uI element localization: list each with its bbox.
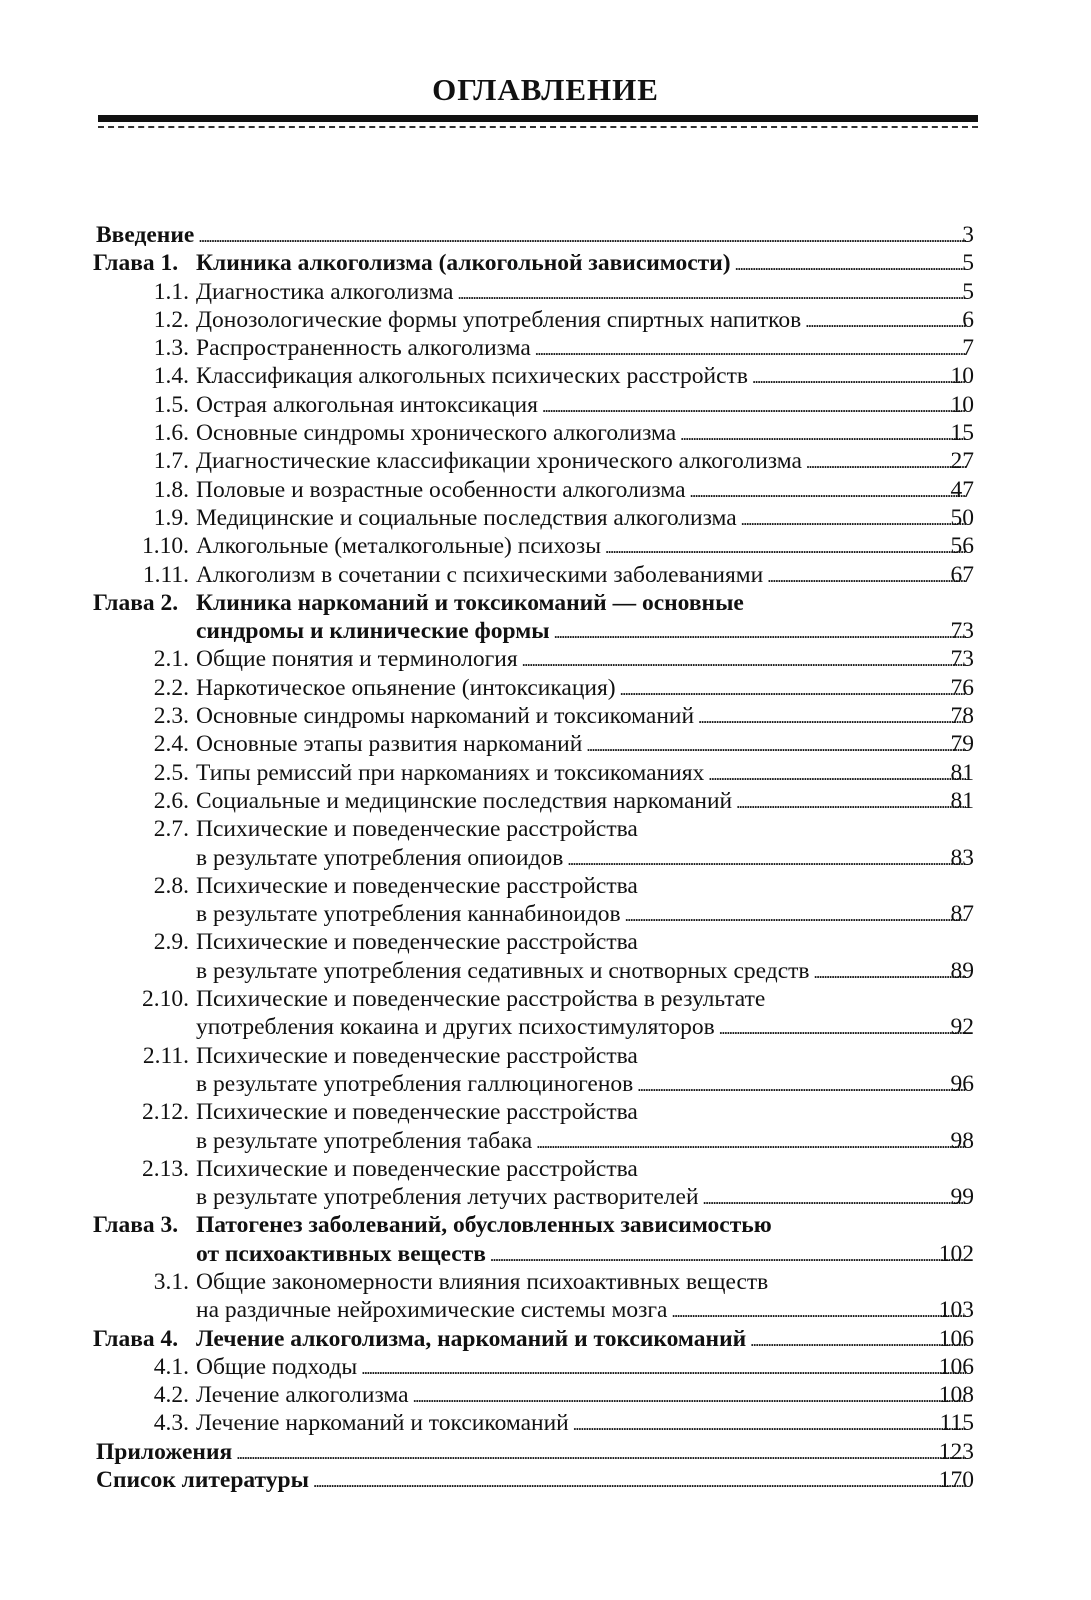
dot-leader bbox=[625, 900, 966, 930]
dot-leader bbox=[719, 1013, 966, 1043]
page-number: 170 bbox=[938, 1467, 974, 1494]
section-number: 4.2. bbox=[153, 1382, 189, 1409]
toc-entry-title: Психические и поведенческие расстройства в результате bbox=[196, 986, 766, 1013]
toc-entry-text bbox=[196, 306, 970, 336]
dot-leader bbox=[736, 787, 966, 817]
toc-entry-title: Распространенность алкоголизма bbox=[196, 335, 531, 362]
page-number: 10 bbox=[950, 363, 974, 390]
section-number: 1.2. bbox=[153, 306, 189, 333]
page-number: 73 bbox=[950, 618, 974, 645]
toc-entry bbox=[0, 1381, 1091, 1409]
toc-entry-title: Основные этапы развития наркоманий bbox=[196, 731, 583, 758]
toc-entry bbox=[0, 1042, 1091, 1070]
section-number: 2.3. bbox=[153, 703, 189, 730]
page-number: 106 bbox=[938, 1325, 974, 1352]
toc-entry-text bbox=[196, 391, 970, 421]
section-number: 1.5. bbox=[153, 391, 189, 418]
dot-leader bbox=[573, 1409, 966, 1439]
title-rule-thick bbox=[98, 115, 978, 122]
toc-entry-text bbox=[196, 1211, 970, 1239]
dot-leader bbox=[805, 306, 966, 336]
dot-leader bbox=[750, 1325, 966, 1355]
dot-leader bbox=[680, 419, 966, 449]
toc-entry-continuation bbox=[0, 900, 1091, 928]
toc-entry-title: Психические и поведенческие расстройства bbox=[196, 1042, 638, 1069]
toc-entry-title: Лечение наркоманий и токсикоманий bbox=[196, 1410, 569, 1437]
toc-entry-title: Лечение алкоголизма bbox=[196, 1382, 409, 1409]
section-number: 1.10. bbox=[142, 533, 189, 560]
toc-entry-title: Общие понятия и терминология bbox=[196, 646, 518, 673]
title-rule-dashed bbox=[98, 126, 978, 128]
toc-entry-text bbox=[196, 447, 970, 477]
dot-leader bbox=[535, 334, 966, 364]
section-number: 1.7. bbox=[153, 448, 189, 475]
toc-entry bbox=[0, 561, 1091, 589]
toc-entry-title: Острая алкогольная интоксикация bbox=[196, 391, 538, 418]
toc-entry-title: Медицинские и социальные последствия алкоголизма bbox=[196, 504, 737, 531]
toc-entry-text bbox=[196, 787, 970, 817]
toc-entry bbox=[0, 306, 1091, 334]
page-number: 10 bbox=[950, 391, 974, 418]
toc-entry-title: Донозологические формы употребления спиртных напитков bbox=[196, 306, 802, 333]
toc-entry bbox=[0, 589, 1091, 617]
toc-entry bbox=[0, 1155, 1091, 1183]
toc-entry-text bbox=[196, 476, 970, 506]
dot-leader bbox=[708, 759, 966, 789]
dot-leader bbox=[752, 362, 966, 392]
toc-entry-text bbox=[196, 928, 970, 956]
page-number: 3 bbox=[962, 222, 974, 248]
toc-entry-text bbox=[196, 617, 970, 647]
dot-leader bbox=[457, 278, 966, 308]
toc-entry-title-continued: на раздичные нейрохимические системы мозга bbox=[196, 1297, 668, 1324]
toc-entry-continuation bbox=[0, 1127, 1091, 1155]
toc-entry-title: Патогенез заболеваний, обусловленных зависимостью bbox=[196, 1212, 772, 1239]
page-number: 6 bbox=[962, 306, 974, 333]
toc-entry-title: Основные синдромы хронического алкоголизма bbox=[196, 420, 677, 447]
page-number: 115 bbox=[939, 1410, 974, 1437]
toc-entry bbox=[0, 249, 1091, 277]
dot-leader bbox=[522, 645, 966, 675]
dot-leader bbox=[814, 957, 966, 987]
chapter-label: Глава 1. bbox=[93, 250, 179, 277]
toc-entry-text bbox=[196, 1325, 970, 1355]
toc-entry-title-continued: в результате употребления летучих растворителей bbox=[196, 1184, 699, 1211]
page-number: 47 bbox=[950, 476, 974, 503]
page-number: 89 bbox=[950, 957, 974, 984]
toc-entry bbox=[0, 928, 1091, 956]
chapter-label: Глава 3. bbox=[93, 1212, 179, 1239]
toc-entry-text bbox=[196, 815, 970, 843]
page-number: 103 bbox=[938, 1297, 974, 1324]
page-number: 83 bbox=[950, 844, 974, 871]
toc-entry bbox=[0, 759, 1091, 787]
toc-entry bbox=[0, 674, 1091, 702]
dot-leader bbox=[671, 1296, 966, 1326]
section-number: 2.12. bbox=[142, 1099, 189, 1126]
toc-entry-text bbox=[196, 957, 970, 987]
toc-entry bbox=[0, 1325, 1091, 1353]
toc-entry-text bbox=[196, 1183, 970, 1213]
toc-entry-continuation bbox=[0, 1070, 1091, 1098]
toc-entry-title: Психические и поведенческие расстройства bbox=[196, 1099, 638, 1126]
dot-leader bbox=[542, 391, 966, 421]
toc-entry-title-continued: в результате употребления опиоидов bbox=[196, 844, 564, 871]
toc-entry bbox=[0, 221, 1091, 249]
section-number: 1.6. bbox=[153, 420, 189, 447]
toc-entry-text bbox=[196, 1381, 970, 1411]
toc-entry-text bbox=[96, 1438, 970, 1468]
section-number: 2.6. bbox=[153, 787, 189, 814]
dot-leader bbox=[536, 1127, 966, 1157]
toc-entry-title-continued: употребления кокаина и других психостимуляторов bbox=[196, 1014, 715, 1041]
toc-entry bbox=[0, 447, 1091, 475]
toc-entry-text bbox=[196, 1155, 970, 1183]
page-number: 87 bbox=[950, 901, 974, 928]
chapter-label: Глава 4. bbox=[93, 1325, 179, 1352]
toc-entry-text bbox=[196, 844, 970, 874]
page-number: 56 bbox=[950, 533, 974, 560]
toc-entry-title: Лечение алкоголизма, наркоманий и токсикоманий bbox=[196, 1325, 747, 1352]
toc-entry-title: Типы ремиссий при наркоманиях и токсикоманиях bbox=[196, 759, 705, 786]
toc-entry-text bbox=[196, 759, 970, 789]
toc-entry-title: Наркотическое опьянение (интоксикация) bbox=[196, 674, 616, 701]
toc-entry-title-continued: в результате употребления галлюциногенов bbox=[196, 1070, 634, 1097]
section-number: 4.3. bbox=[153, 1410, 189, 1437]
toc-entry-title-continued: от психоактивных веществ bbox=[196, 1240, 486, 1267]
section-number: 2.7. bbox=[153, 816, 189, 843]
toc-entry bbox=[0, 1098, 1091, 1126]
toc-entry-title: Список литературы bbox=[96, 1467, 309, 1494]
toc-entry-text bbox=[196, 730, 970, 760]
toc-entry-text bbox=[196, 334, 970, 364]
toc-entry-text bbox=[96, 221, 970, 251]
section-number: 1.8. bbox=[153, 476, 189, 503]
toc-entry-title: Половые и возрастные особенности алкоголизма bbox=[196, 476, 686, 503]
toc-entry bbox=[0, 730, 1091, 758]
toc-entry bbox=[0, 504, 1091, 532]
toc-entry-text bbox=[196, 1127, 970, 1157]
page-number: 98 bbox=[950, 1127, 974, 1154]
page-number: 15 bbox=[950, 420, 974, 447]
section-number: 2.10. bbox=[142, 986, 189, 1013]
toc-entry-title: Общие подходы bbox=[196, 1353, 358, 1380]
section-number: 2.1. bbox=[153, 646, 189, 673]
dot-leader bbox=[741, 504, 966, 534]
toc-entry bbox=[0, 1438, 1091, 1466]
dot-leader bbox=[413, 1381, 966, 1411]
toc-entry bbox=[0, 476, 1091, 504]
toc-entry-text bbox=[196, 419, 970, 449]
toc-entry-text bbox=[196, 645, 970, 675]
dot-leader bbox=[620, 674, 966, 704]
page-number: 78 bbox=[950, 703, 974, 730]
toc-entry-title: Приложения bbox=[96, 1438, 233, 1465]
toc-entry bbox=[0, 787, 1091, 815]
dot-leader bbox=[554, 617, 966, 647]
toc-entry-title: Психические и поведенческие расстройства bbox=[196, 816, 638, 843]
toc-entry-continuation bbox=[0, 1183, 1091, 1211]
toc-entry-title: Введение bbox=[96, 222, 195, 248]
toc-entry-continuation bbox=[0, 617, 1091, 645]
toc-entry-title: Социальные и медицинские последствия наркоманий bbox=[196, 787, 733, 814]
page-number: 5 bbox=[962, 278, 974, 305]
toc-entry-text bbox=[196, 1042, 970, 1070]
toc-entry-text bbox=[196, 1070, 970, 1100]
section-number: 2.8. bbox=[153, 872, 189, 899]
toc-entry-continuation bbox=[0, 957, 1091, 985]
toc-entry-title-continued: в результате употребления седативных и снотворных средств bbox=[196, 957, 810, 984]
dot-leader bbox=[313, 1466, 966, 1496]
toc-entry-text bbox=[196, 1240, 970, 1270]
dot-leader bbox=[567, 844, 966, 874]
page-number: 108 bbox=[938, 1382, 974, 1409]
toc-entry bbox=[0, 645, 1091, 673]
toc-entry-text bbox=[96, 1466, 970, 1496]
dot-leader bbox=[236, 1438, 966, 1468]
section-number: 1.1. bbox=[153, 278, 189, 305]
dot-leader bbox=[198, 221, 966, 251]
toc-entry-title: Психические и поведенческие расстройства bbox=[196, 929, 638, 956]
dot-leader bbox=[361, 1353, 966, 1383]
toc-entry bbox=[0, 872, 1091, 900]
dot-leader bbox=[698, 702, 966, 732]
toc-entry-text bbox=[196, 674, 970, 704]
dot-leader bbox=[767, 561, 966, 591]
toc-entry bbox=[0, 1211, 1091, 1239]
section-number: 2.9. bbox=[153, 929, 189, 956]
page-number: 67 bbox=[950, 561, 974, 588]
toc-entry-title: Алкогольные (металкогольные) психозы bbox=[196, 533, 601, 560]
toc-entry-text bbox=[196, 278, 970, 308]
section-number: 3.1. bbox=[153, 1268, 189, 1295]
page-number: 79 bbox=[950, 731, 974, 758]
toc-entry-text bbox=[196, 702, 970, 732]
toc-entry bbox=[0, 1353, 1091, 1381]
toc-entry-text bbox=[196, 985, 970, 1013]
page-number: 96 bbox=[950, 1070, 974, 1097]
toc-entry bbox=[0, 1466, 1091, 1494]
toc-entry bbox=[0, 815, 1091, 843]
section-number: 2.5. bbox=[153, 759, 189, 786]
section-number: 2.2. bbox=[153, 674, 189, 701]
page-number: 81 bbox=[950, 759, 974, 786]
toc-entry-continuation bbox=[0, 844, 1091, 872]
toc-entry-title: Алкоголизм в сочетании с психическими заболеваниями bbox=[196, 561, 764, 588]
page-number: 81 bbox=[950, 787, 974, 814]
section-number: 2.11. bbox=[142, 1042, 189, 1069]
toc-entry-text bbox=[196, 504, 970, 534]
toc-entry bbox=[0, 362, 1091, 390]
dot-leader bbox=[703, 1183, 966, 1213]
page-title: ОГЛАВЛЕНИЕ bbox=[432, 72, 659, 107]
dot-leader bbox=[806, 447, 966, 477]
toc-entry-continuation bbox=[0, 1296, 1091, 1324]
toc-entry-title: Диагностика алкоголизма bbox=[196, 278, 454, 305]
page-number: 50 bbox=[950, 504, 974, 531]
page-number: 76 bbox=[950, 674, 974, 701]
page-number: 73 bbox=[950, 646, 974, 673]
page-number: 5 bbox=[962, 250, 974, 277]
toc-entry-title-continued: синдромы и клинические формы bbox=[196, 618, 550, 645]
toc-entry bbox=[0, 985, 1091, 1013]
toc-entry-continuation bbox=[0, 1240, 1091, 1268]
toc-entry-text bbox=[196, 900, 970, 930]
dot-leader bbox=[735, 249, 966, 279]
toc-entry-text bbox=[196, 589, 970, 617]
toc-entry-text bbox=[196, 1409, 970, 1439]
table-of-contents bbox=[0, 221, 1091, 1494]
toc-entry-text bbox=[196, 249, 970, 279]
toc-entry-text bbox=[196, 1296, 970, 1326]
toc-entry bbox=[0, 391, 1091, 419]
toc-entry-title-continued: в результате употребления каннабиноидов bbox=[196, 901, 621, 928]
toc-entry-title: Основные синдромы наркоманий и токсикоманий bbox=[196, 703, 695, 730]
toc-entry-title-continued: в результате употребления табака bbox=[196, 1127, 533, 1154]
dot-leader bbox=[690, 476, 966, 506]
toc-entry bbox=[0, 278, 1091, 306]
page-number: 27 bbox=[950, 448, 974, 475]
dot-leader bbox=[637, 1070, 966, 1100]
section-number: 1.3. bbox=[153, 335, 189, 362]
toc-entry bbox=[0, 334, 1091, 362]
toc-entry-title: Психические и поведенческие расстройства bbox=[196, 872, 638, 899]
dot-leader bbox=[605, 532, 966, 562]
section-number: 1.9. bbox=[153, 504, 189, 531]
toc-entry bbox=[0, 532, 1091, 560]
page-number: 106 bbox=[938, 1353, 974, 1380]
page-number: 123 bbox=[938, 1438, 974, 1465]
section-number: 2.4. bbox=[153, 731, 189, 758]
page-number: 92 bbox=[950, 1014, 974, 1041]
dot-leader bbox=[490, 1240, 966, 1270]
section-number: 1.4. bbox=[153, 363, 189, 390]
toc-entry-continuation bbox=[0, 1013, 1091, 1041]
toc-entry-text bbox=[196, 872, 970, 900]
section-number: 2.13. bbox=[142, 1155, 189, 1182]
toc-entry bbox=[0, 1409, 1091, 1437]
toc-entry-text bbox=[196, 362, 970, 392]
page-number: 99 bbox=[950, 1184, 974, 1211]
section-number: 1.11. bbox=[142, 561, 189, 588]
chapter-label: Глава 2. bbox=[93, 589, 179, 616]
toc-entry-text bbox=[196, 532, 970, 562]
toc-entry-title: Психические и поведенческие расстройства bbox=[196, 1155, 638, 1182]
section-number: 4.1. bbox=[153, 1353, 189, 1380]
toc-entry-text bbox=[196, 1268, 970, 1296]
toc-entry-title: Клиника наркоманий и токсикоманий — основные bbox=[196, 589, 744, 616]
toc-entry-title: Клиника алкоголизма (алкогольной зависимости) bbox=[196, 250, 731, 277]
toc-entry-title: Общие закономерности влияния психоактивных веществ bbox=[196, 1268, 769, 1295]
toc-entry bbox=[0, 702, 1091, 730]
toc-entry-text bbox=[196, 1098, 970, 1126]
toc-entry-title: Диагностические классификации хронического алкоголизма bbox=[196, 448, 802, 475]
toc-entry bbox=[0, 1268, 1091, 1296]
toc-entry-title: Классификация алкогольных психических расстройств bbox=[196, 363, 748, 390]
page-number: 7 bbox=[962, 335, 974, 362]
toc-entry-text bbox=[196, 1353, 970, 1383]
toc-entry-text bbox=[196, 1013, 970, 1043]
toc-entry-text bbox=[196, 561, 970, 591]
page-number: 102 bbox=[938, 1240, 974, 1267]
dot-leader bbox=[586, 730, 966, 760]
toc-entry bbox=[0, 419, 1091, 447]
